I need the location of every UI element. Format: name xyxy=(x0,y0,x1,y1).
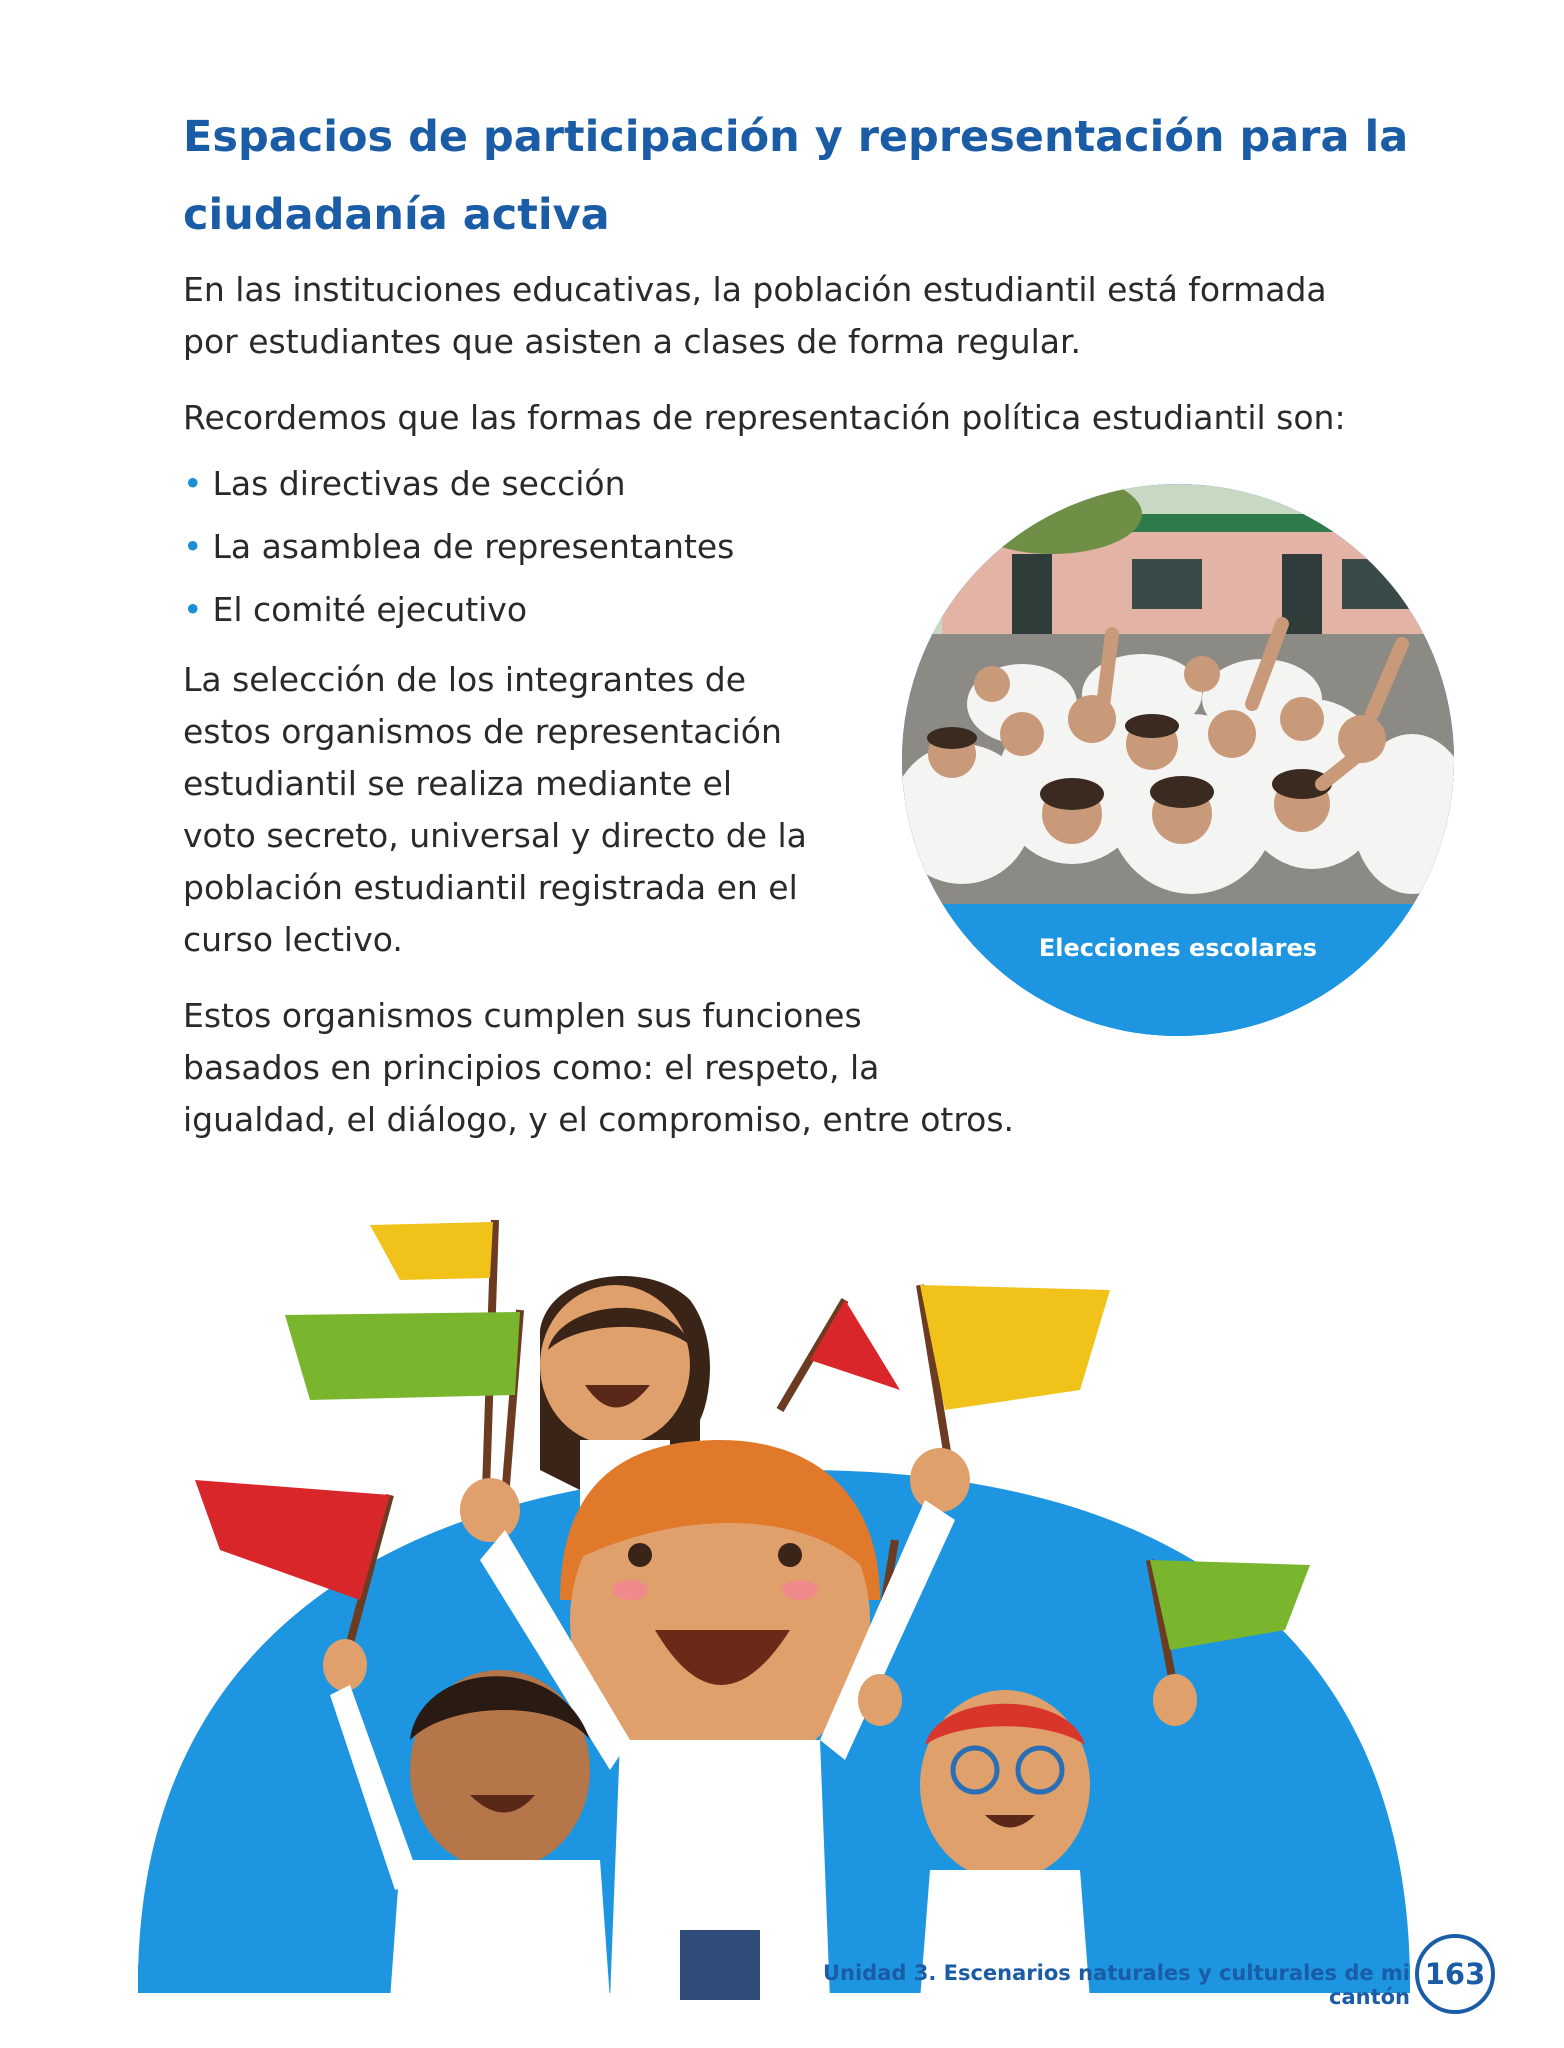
principles-paragraph: Estos organismos cumplen sus funciones basados en principios como: el respeto, la igualdad, el diálogo, y el compromiso, entre otros. xyxy=(183,996,1015,1139)
unit-footer-text: Unidad 3. Escenarios naturales y culturales de mi cantón xyxy=(822,1961,1410,2009)
intro-line-1: En las instituciones educativas, la población estudiantil está formada xyxy=(183,270,1327,309)
selection-paragraph: La selección de los integrantes de estos organismos de representación estudiantil se realiza mediante el voto secreto, universal y directo de la población estudiantil registrada en el curso lectivo. xyxy=(183,660,807,959)
bullet-icon: • xyxy=(183,590,203,629)
list-item: • Las directivas de sección xyxy=(183,464,626,503)
bullet-icon: • xyxy=(183,527,203,566)
intro-line-2: por estudiantes que asisten a clases de forma regular. xyxy=(183,322,1082,361)
photo-caption: Elecciones escolares xyxy=(1038,934,1318,962)
bullet-icon: • xyxy=(183,464,203,503)
intro-paragraph xyxy=(183,264,1327,368)
page-number: 163 xyxy=(1415,1934,1495,2014)
page-title: Espacios de participación y representación para la ciudadanía activa xyxy=(183,112,1409,240)
school-elections-photo xyxy=(902,484,1454,1036)
representation-intro: Recordemos que las formas de representación política estudiantil son: xyxy=(183,398,1346,437)
children-celebrating-illustration xyxy=(0,1200,1564,2048)
representation-list xyxy=(183,452,734,641)
list-item: • El comité ejecutivo xyxy=(183,590,528,629)
list-item: • La asamblea de representantes xyxy=(183,527,735,566)
